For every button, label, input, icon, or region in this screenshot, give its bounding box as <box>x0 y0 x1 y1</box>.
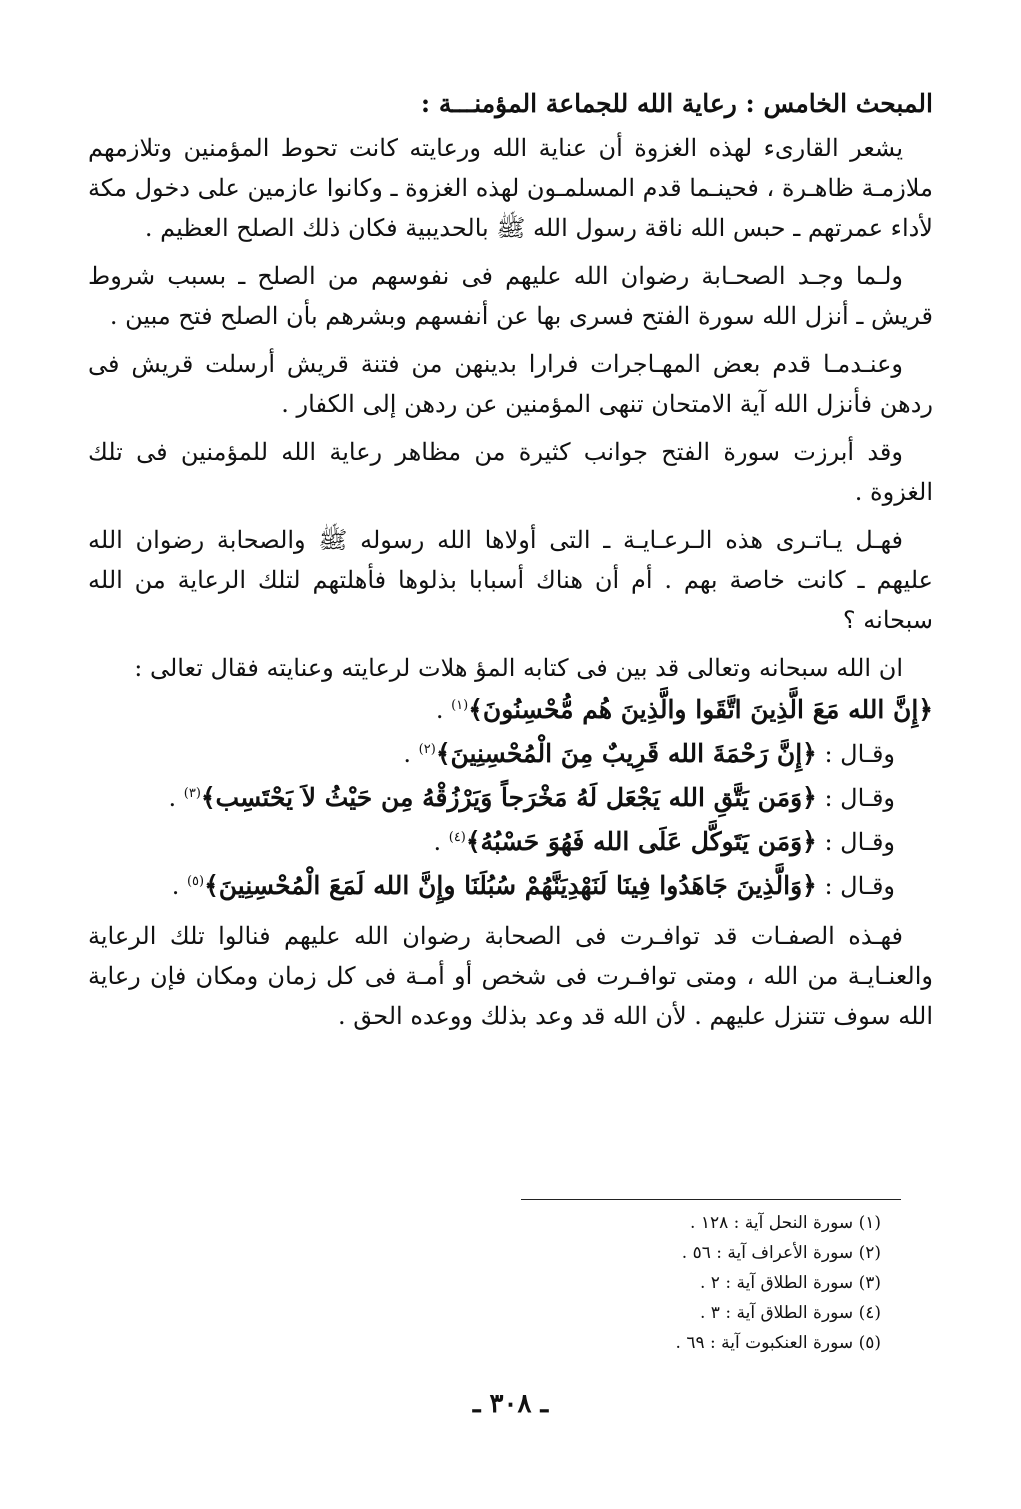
paragraph-1: يشعر القارىء لهذه الغزوة أن عناية الله ورعايته كانت تحوط المؤمنين وتلازمهم ملازمـة ظاهـرة ، فحينـما قدم المسلمـون لهذه الغزوة ـ وكانوا عازمين على دخول مكة لأداء عمرتهم ـ حبس الله ناقة رسول الله ﷺ بالحديبية فكان ذلك الصلح العظيم . <box>88 134 933 242</box>
footnote-marker: (٥) <box>186 874 205 889</box>
verse-prefix: وقـال : <box>816 872 895 900</box>
verse-prefix: وقـال : <box>816 828 895 856</box>
footnotes <box>521 1208 881 1358</box>
footnote-marker: (٤) <box>448 830 466 845</box>
quran-verse: ﴿وَالَّذِينَ جَاهَدُوا فِينَا لَنَهْدِيَنَّهُمْ سُبُلَنَا وإِنَّ الله لَمَعَ الْمُحْسِنِينَ﴾ <box>204 871 817 900</box>
verse-line-3 <box>88 776 933 820</box>
verse-prefix: وقـال : <box>816 740 895 768</box>
footnote-3: (٣) سورة الطلاق آية : ٢ . <box>699 1273 881 1293</box>
footnote-5: (٥) سورة العنكبوت آية : ٦٩ . <box>675 1333 881 1353</box>
verse-line-2 <box>88 732 933 776</box>
verse-prefix: وقـال : <box>816 784 895 812</box>
paragraph-4: وقد أبرزت سورة الفتح جوانب كثيرة من مظاهر رعاية الله للمؤمنين فى تلك الغزوة . <box>88 438 933 506</box>
paragraph-5: فهـل يـاتـرى هذه الـرعـايـة ـ التى أولاها الله رسوله ﷺ والصحابة رضوان الله عليهم ـ كانت خاصة بهم . أم أن هناك أسبابا بذلوها فأهلتهم لتلك الرعاية من الله سبحانه ؟ <box>88 526 933 634</box>
footnote-4: (٤) سورة الطلاق آية : ٣ . <box>699 1303 881 1323</box>
verse-end: . <box>435 696 452 724</box>
paragraph-2: ولـما وجـد الصحـابة رضوان الله عليهم فى نفوسهم من الصلح ـ بسبب شروط قريش ـ أنزل الله سورة الفتح فسرى بها عن أنفسهم وبشرهم بأن الصلح فتح مبين . <box>88 262 933 330</box>
quran-verse: ﴿وَمَن يَتَّقِ الله يَجْعَل لَهُ مَخْرَجاً وَيَرْزُقْهُ مِن حَيْثُ لاَ يَحْتَسِب﴾ <box>200 783 817 812</box>
quran-verse: ﴿إِنَّ رَحْمَةَ الله قَرِيبٌ مِنَ الْمُحْسِنِينَ﴾ <box>435 739 817 768</box>
footnote-1: (١) سورة النحل آية : ١٢٨ . <box>690 1213 881 1233</box>
footnote-marker: (٣) <box>183 786 201 801</box>
verse-end: . <box>403 740 419 768</box>
footnote-divider <box>521 1199 901 1200</box>
footnote-2: (٢) سورة الأعراف آية : ٥٦ . <box>681 1243 881 1263</box>
footnote-marker: (١) <box>451 698 469 713</box>
paragraph-6: ان الله سبحانه وتعالى قد بين فى كتابه المؤ هلات لرعايته وعنايته فقال تعالى : <box>134 654 903 682</box>
footnote-marker: (٢) <box>418 742 436 757</box>
verse-list <box>88 688 933 908</box>
quran-verse: ﴿وَمَن يَتَوكَّل عَلَى الله فَهُوَ حَسْبُهُ﴾ <box>465 827 817 856</box>
main-text <box>88 128 933 1044</box>
page-number: ـ ٣٠٨ ـ <box>472 1389 549 1419</box>
verse-line-5 <box>88 864 933 908</box>
verse-end: . <box>168 784 184 812</box>
verse-end: . <box>433 828 449 856</box>
paragraph-7: فهـذه الصفـات قد توافـرت فى الصحابة رضوان الله عليهم فنالوا تلك الرعاية والعنـايـة من الله ، ومتى توافـرت فى شخص أو أمـة فى كل زمان ومكان فإن رعاية الله سوف تتنزل عليهم . لأن الله قد وعد بذلك ووعده الحق . <box>88 922 934 1030</box>
verse-line-4 <box>88 820 933 864</box>
paragraph-3: وعنـدمـا قدم بعض المهـاجرات فرارا بدينهن من فتنة قريش أرسلت قريش فى ردهن فأنزل الله آية الامتحان تنهى المؤمنين عن ردهن إلى الكفار . <box>88 350 933 418</box>
verse-end: . <box>171 872 187 900</box>
section-heading: المبحث الخامس : رعاية الله للجماعة المؤمنـــة : <box>420 89 933 118</box>
quran-verse: ﴿إِنَّ الله مَعَ الَّذِينَ اتَّقَوا والَّذِينَ هُم مُّحْسِنُونَ﴾ <box>468 695 933 724</box>
verse-line-1 <box>88 688 933 732</box>
